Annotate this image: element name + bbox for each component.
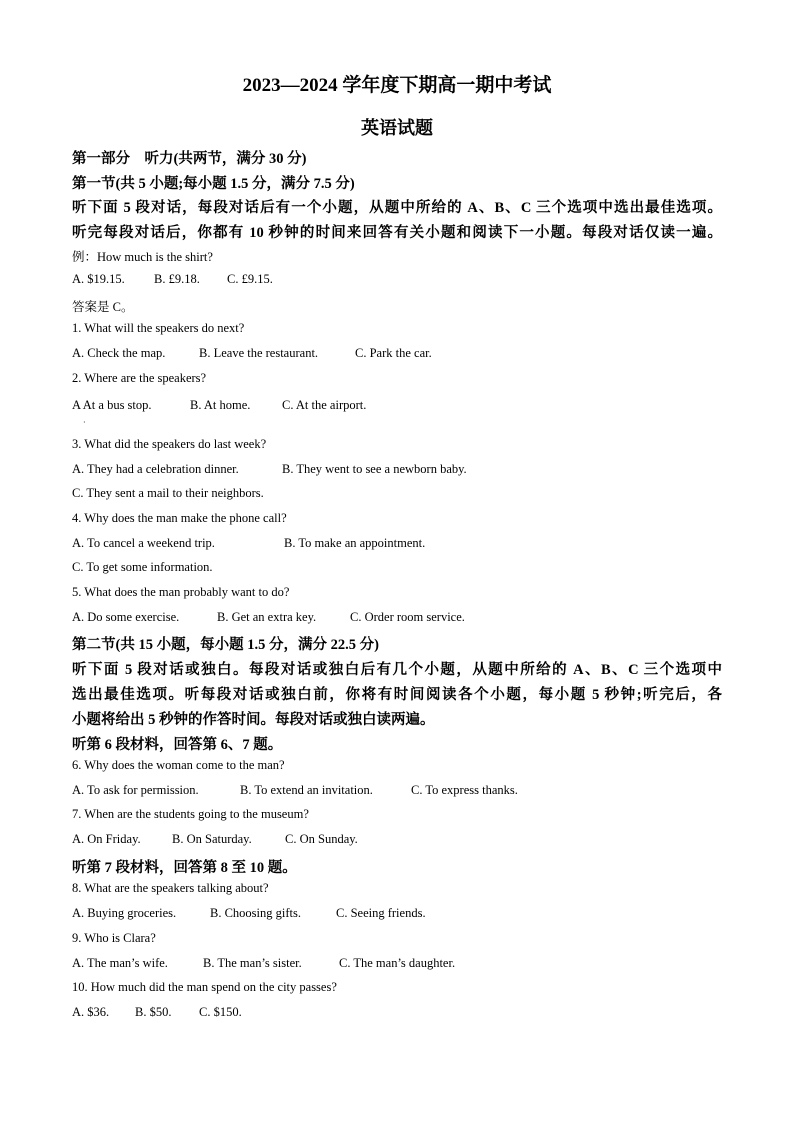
q1-option-c: C. Park the car. xyxy=(355,346,432,360)
question-9: 9. Who is Clara? xyxy=(72,931,156,945)
q3-option-a: A. They had a celebration dinner. xyxy=(72,462,239,476)
section2-instructions-line1: 听下面 5 段对话或独白。每段对话或独白后有几个小题，从题中所给的 A、B、C 三个选项中 xyxy=(72,662,722,678)
question-6: 6. Why does the woman come to the man? xyxy=(72,758,285,772)
q8-option-b: B. Choosing gifts. xyxy=(210,906,301,920)
stray-mark: · xyxy=(83,418,86,427)
section1-instructions-line2: 听完每段对话后，你都有 10 秒钟的时间来回答有关小题和阅读下一小题。每段对话仅读一遍。 xyxy=(72,225,722,241)
part1-heading: 第一部分 听力(共两节，满分 30 分) xyxy=(72,151,307,167)
exam-subtitle: 英语试题 xyxy=(361,118,433,138)
q5-option-c: C. Order room service. xyxy=(350,610,465,624)
q6-option-b: B. To extend an invitation. xyxy=(240,783,373,797)
q10-option-a: A. $36. xyxy=(72,1005,110,1019)
q10-option-c: C. $150. xyxy=(199,1005,242,1019)
q4-option-c: C. To get some information. xyxy=(72,560,213,574)
q2-option-a: A At a bus stop. xyxy=(72,398,152,412)
q9-option-c: C. The man’s daughter. xyxy=(339,956,456,970)
q6-option-c: C. To express thanks. xyxy=(411,783,518,797)
q6-option-a: A. To ask for permission. xyxy=(72,783,199,797)
question-3: 3. What did the speakers do last week? xyxy=(72,437,267,451)
q2-option-b: B. At home. xyxy=(190,398,251,412)
section1-instructions-line1: 听下面 5 段对话，每段对话后有一个小题，从题中所给的 A、B、C 三个选项中选出最佳选项。 xyxy=(72,200,722,216)
q2-option-c: C. At the airport. xyxy=(282,398,367,412)
question-5: 5. What does the man probably want to do? xyxy=(72,585,290,599)
q5-option-a: A. Do some exercise. xyxy=(72,610,180,624)
q9-option-a: A. The man’s wife. xyxy=(72,956,168,970)
material-6-heading: 听第 6 段材料，回答第 6、7 题。 xyxy=(72,737,283,753)
q8-option-a: A. Buying groceries. xyxy=(72,906,177,920)
section2-instructions-line2: 选出最佳选项。听每段对话或独白前，你将有时间阅读各个小题，每小题 5 秒钟;听完后，各 xyxy=(72,687,722,703)
exam-title: 2023—2024 学年度下期高一期中考试 xyxy=(242,75,552,96)
example-question: 例：How much is the shirt? xyxy=(72,250,213,264)
example-answer: 答案是 C。 xyxy=(72,300,134,314)
q1-option-a: A. Check the map. xyxy=(72,346,166,360)
example-option-b: B. £9.18. xyxy=(154,272,200,286)
question-2: 2. Where are the speakers? xyxy=(72,371,207,385)
q3-option-c: C. They sent a mail to their neighbors. xyxy=(72,486,264,500)
q8-option-c: C. Seeing friends. xyxy=(336,906,426,920)
q4-option-b: B. To make an appointment. xyxy=(284,536,426,550)
q1-option-b: B. Leave the restaurant. xyxy=(199,346,319,360)
q3-option-b: B. They went to see a newborn baby. xyxy=(282,462,467,476)
q10-option-b: B. $50. xyxy=(135,1005,172,1019)
example-option-a: A. $19.15. xyxy=(72,272,125,286)
q4-option-a: A. To cancel a weekend trip. xyxy=(72,536,215,550)
section2-heading: 第二节(共 15 小题，每小题 1.5 分，满分 22.5 分) xyxy=(72,637,379,653)
q5-option-b: B. Get an extra key. xyxy=(217,610,317,624)
section2-instructions-line3: 小题将给出 5 秒钟的作答时间。每段对话或独白读两遍。 xyxy=(72,712,435,728)
q7-option-b: B. On Saturday. xyxy=(172,832,252,846)
question-10: 10. How much did the man spend on the city passes? xyxy=(72,980,337,994)
question-4: 4. Why does the man make the phone call? xyxy=(72,511,287,525)
question-1: 1. What will the speakers do next? xyxy=(72,321,245,335)
example-option-c: C. £9.15. xyxy=(227,272,273,286)
question-8: 8. What are the speakers talking about? xyxy=(72,881,269,895)
q7-option-c: C. On Sunday. xyxy=(285,832,358,846)
q7-option-a: A. On Friday. xyxy=(72,832,141,846)
section1-heading: 第一节(共 5 小题;每小题 1.5 分，满分 7.5 分) xyxy=(72,176,355,192)
question-7: 7. When are the students going to the museum? xyxy=(72,807,309,821)
material-7-heading: 听第 7 段材料，回答第 8 至 10 题。 xyxy=(72,860,297,876)
q9-option-b: B. The man’s sister. xyxy=(203,956,302,970)
